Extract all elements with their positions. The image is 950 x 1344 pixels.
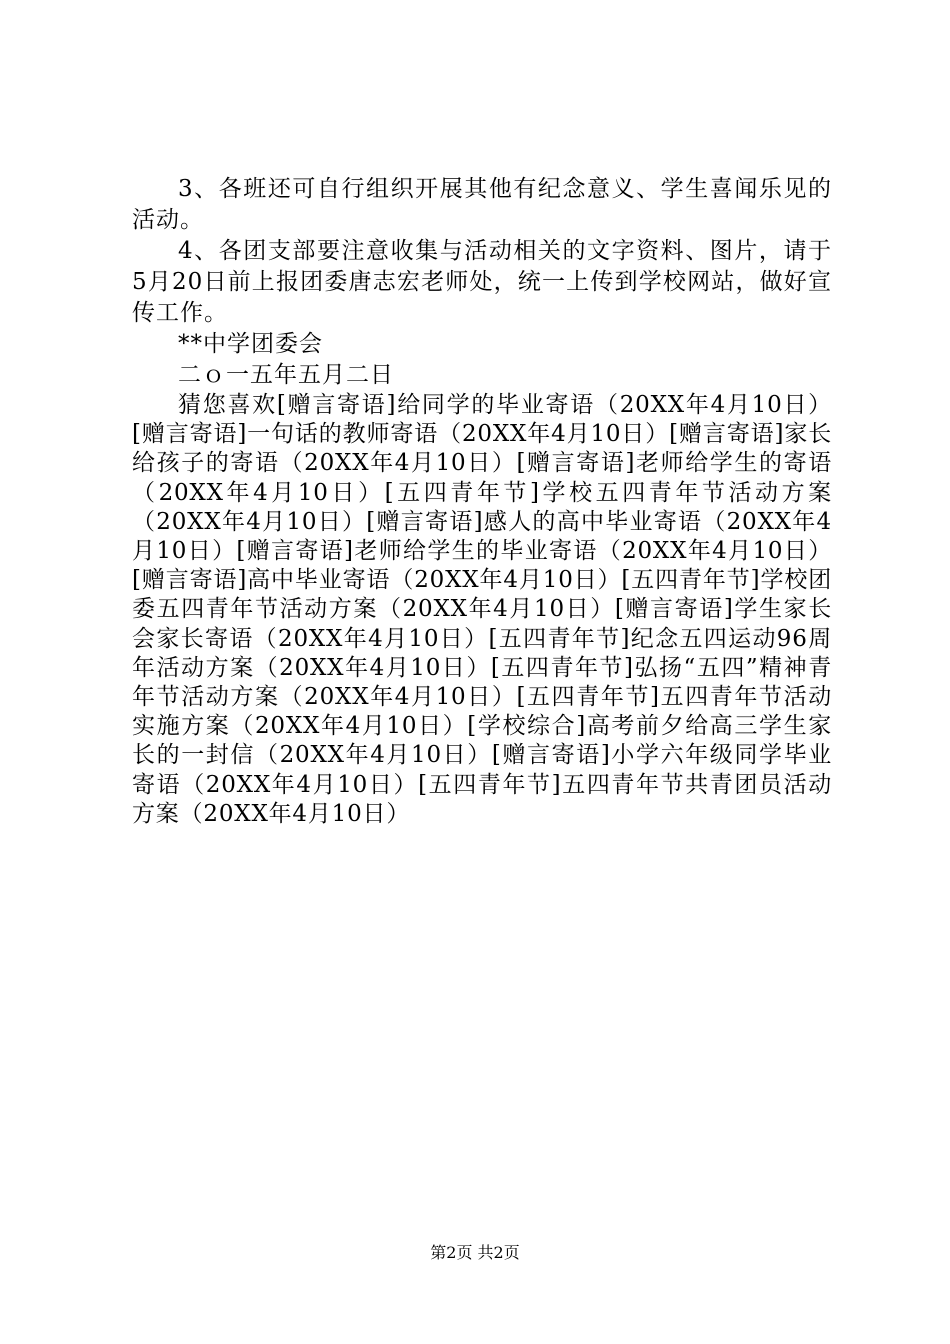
related-articles-list: 猜您喜欢[赠言寄语]给同学的毕业寄语（20XX年4月10日）[赠言寄语]一句话的教师寄语（20XX年4月10日）[赠言寄语]家长给孩子的寄语（20XX年4月10日）[赠言寄语]老师给学生的寄语（20XX年4月10日）[五四青年节]学校五四青年节活动方案（20XX年4月10日）[赠言寄语]感人的高中毕业寄语（20XX年4月10日）[赠言寄语]老师给学生的毕业寄语（20XX年4月10日）[赠言寄语]高中毕业寄语（20XX年4月10日）[五四青年节]学校团委五四青年节活动方案（20XX年4月10日）[赠言寄语]学生家长会家长寄语（20XX年4月10日）[五四青年节]纪念五四运动96周年活动方案（20XX年4月10日）[五四青年节]弘扬“五四”精神青年节活动方案（20XX年4月10日）[五四青年节]五四青年节活动实施方案（20XX年4月10日）[学校综合]高考前夕给高三学生家长的一封信（20XX年4月10日）[赠言寄语]小学六年级同学毕业寄语（20XX年4月10日）[五四青年节]五四青年节共青团员活动方案（20XX年4月10日） <box>132 392 832 827</box>
signature-organization: **中学团委会 <box>178 331 323 357</box>
paragraph-item-4: 4、各团支部要注意收集与活动相关的文字资料、图片，请于5月20日前上报团委唐志宏老师处，统一上传到学校网站，做好宣传工作。 <box>132 238 832 326</box>
signature-date: 二ｏ一五年五月二日 <box>178 362 394 388</box>
page-number-footer: 第2页 共2页 <box>430 1243 520 1262</box>
document-body <box>132 174 832 829</box>
paragraph-item-3: 3、各班还可自行组织开展其他有纪念意义、学生喜闻乐见的活动。 <box>132 176 832 233</box>
